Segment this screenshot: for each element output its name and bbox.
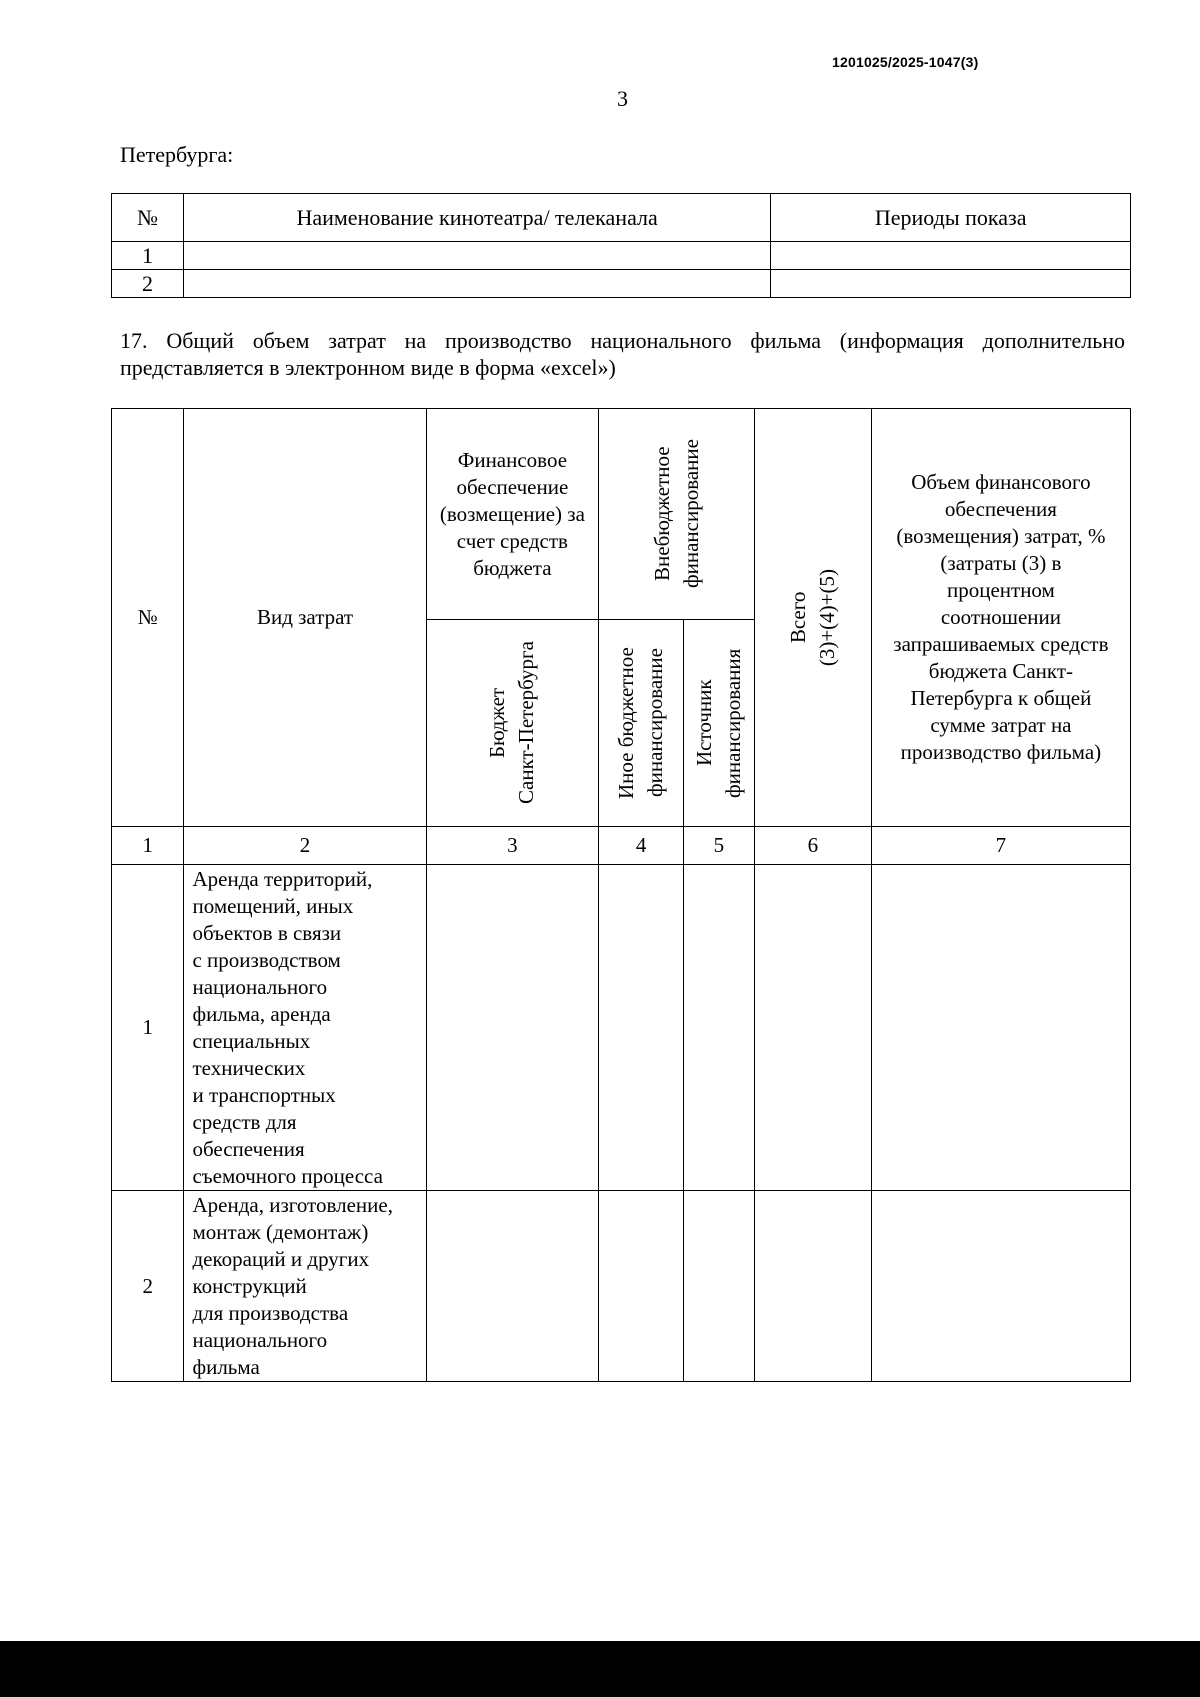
type-line: средств для xyxy=(192,1110,297,1134)
header-cell-periods: Периоды показа xyxy=(771,194,1131,242)
type-line: национального xyxy=(192,975,328,999)
header-cell-other-budget xyxy=(599,620,684,827)
header-cell-volume: Объем финансового обеспечения (возмещения) затрат, % (затраты (3) в процентном соотношении запрашиваемых средств бюджета Санкт-Петербурга к общей сумме затрат на производство фильма) xyxy=(871,409,1130,827)
document-id: 1201025/2025-1047(3) xyxy=(832,54,979,70)
col-number: 5 xyxy=(683,827,754,865)
header-cell-extrabudget xyxy=(599,409,755,620)
type-line: объектов в связи xyxy=(192,921,342,945)
type-line: съемочного процесса xyxy=(192,1164,383,1188)
row-num-cell: 1 xyxy=(112,242,184,270)
empty-cell xyxy=(683,865,754,1191)
row-periods-cell xyxy=(771,270,1131,298)
header-cell-num: № xyxy=(112,409,184,827)
row-type-cell xyxy=(184,1191,426,1382)
type-line: и транспортных xyxy=(192,1083,336,1107)
empty-cell xyxy=(599,865,684,1191)
type-line: фильма, аренда xyxy=(192,1002,331,1026)
type-line: Аренда, изготовление, xyxy=(192,1193,393,1217)
type-line: обеспечения xyxy=(192,1137,305,1161)
empty-cell xyxy=(426,1191,599,1382)
empty-cell xyxy=(599,1191,684,1382)
source-label: Источник финансирования xyxy=(691,648,745,798)
empty-cell xyxy=(871,865,1130,1191)
type-line: технических xyxy=(192,1056,306,1080)
empty-cell xyxy=(426,865,599,1191)
col-number: 1 xyxy=(112,827,184,865)
col-number: 6 xyxy=(754,827,871,865)
col-number: 2 xyxy=(184,827,426,865)
type-line: с производством xyxy=(192,948,341,972)
empty-cell xyxy=(754,1191,871,1382)
header-cell-total xyxy=(754,409,871,827)
row-name-cell xyxy=(183,242,770,270)
table-row xyxy=(112,865,1131,1191)
extrabudget-label: Внебюджетное финансирование xyxy=(649,439,703,589)
type-line: для производства xyxy=(192,1301,349,1325)
col-number: 4 xyxy=(599,827,684,865)
total-label: Всего (3)+(4)+(5) xyxy=(785,568,839,667)
type-line: фильма xyxy=(192,1355,260,1379)
section-17-text: 17. Общий объем затрат на производство национального фильма (информация дополнительно представляется в электронном виде в форма «excel») xyxy=(120,328,1125,380)
table-header-row xyxy=(112,194,1131,242)
col-number: 3 xyxy=(426,827,599,865)
type-line: специальных xyxy=(192,1029,311,1053)
col-number: 7 xyxy=(871,827,1130,865)
table-header-row xyxy=(112,409,1131,620)
column-numbers-row xyxy=(112,827,1131,865)
header-cell-source xyxy=(683,620,754,827)
header-cell-financial-support: Финансовое обеспечение (возмещение) за счет средств бюджета xyxy=(426,409,599,620)
other-budget-label: Иное бюджетное финансирование xyxy=(614,647,668,799)
row-type-cell xyxy=(184,865,426,1191)
row-name-cell xyxy=(183,270,770,298)
table-row xyxy=(112,1191,1131,1382)
scan-black-band xyxy=(0,1641,1200,1697)
intro-text: Петербурга: xyxy=(120,142,234,167)
page-number: 3 xyxy=(617,86,628,111)
type-line: монтаж (демонтаж) xyxy=(192,1220,369,1244)
type-line: помещений, иных xyxy=(192,894,354,918)
row-num-cell: 2 xyxy=(112,270,184,298)
row-num-cell: 1 xyxy=(112,865,184,1191)
type-line: национального xyxy=(192,1328,328,1352)
spb-budget-label: Бюджет Санкт-Петербурга xyxy=(485,641,539,805)
type-line: конструкций xyxy=(192,1274,307,1298)
costs-table xyxy=(111,408,1131,1382)
empty-cell xyxy=(871,1191,1130,1382)
cinema-table xyxy=(111,193,1131,298)
header-cell-type: Вид затрат xyxy=(184,409,426,827)
header-cell-name: Наименование кинотеатра/ телеканала xyxy=(183,194,770,242)
type-line: Аренда территорий, xyxy=(192,867,373,891)
header-cell-num: № xyxy=(112,194,184,242)
table-row xyxy=(112,270,1131,298)
table-row xyxy=(112,242,1131,270)
header-cell-spb-budget xyxy=(426,620,599,827)
empty-cell xyxy=(754,865,871,1191)
row-num-cell: 2 xyxy=(112,1191,184,1382)
row-periods-cell xyxy=(771,242,1131,270)
empty-cell xyxy=(683,1191,754,1382)
type-line: декораций и других xyxy=(192,1247,370,1271)
